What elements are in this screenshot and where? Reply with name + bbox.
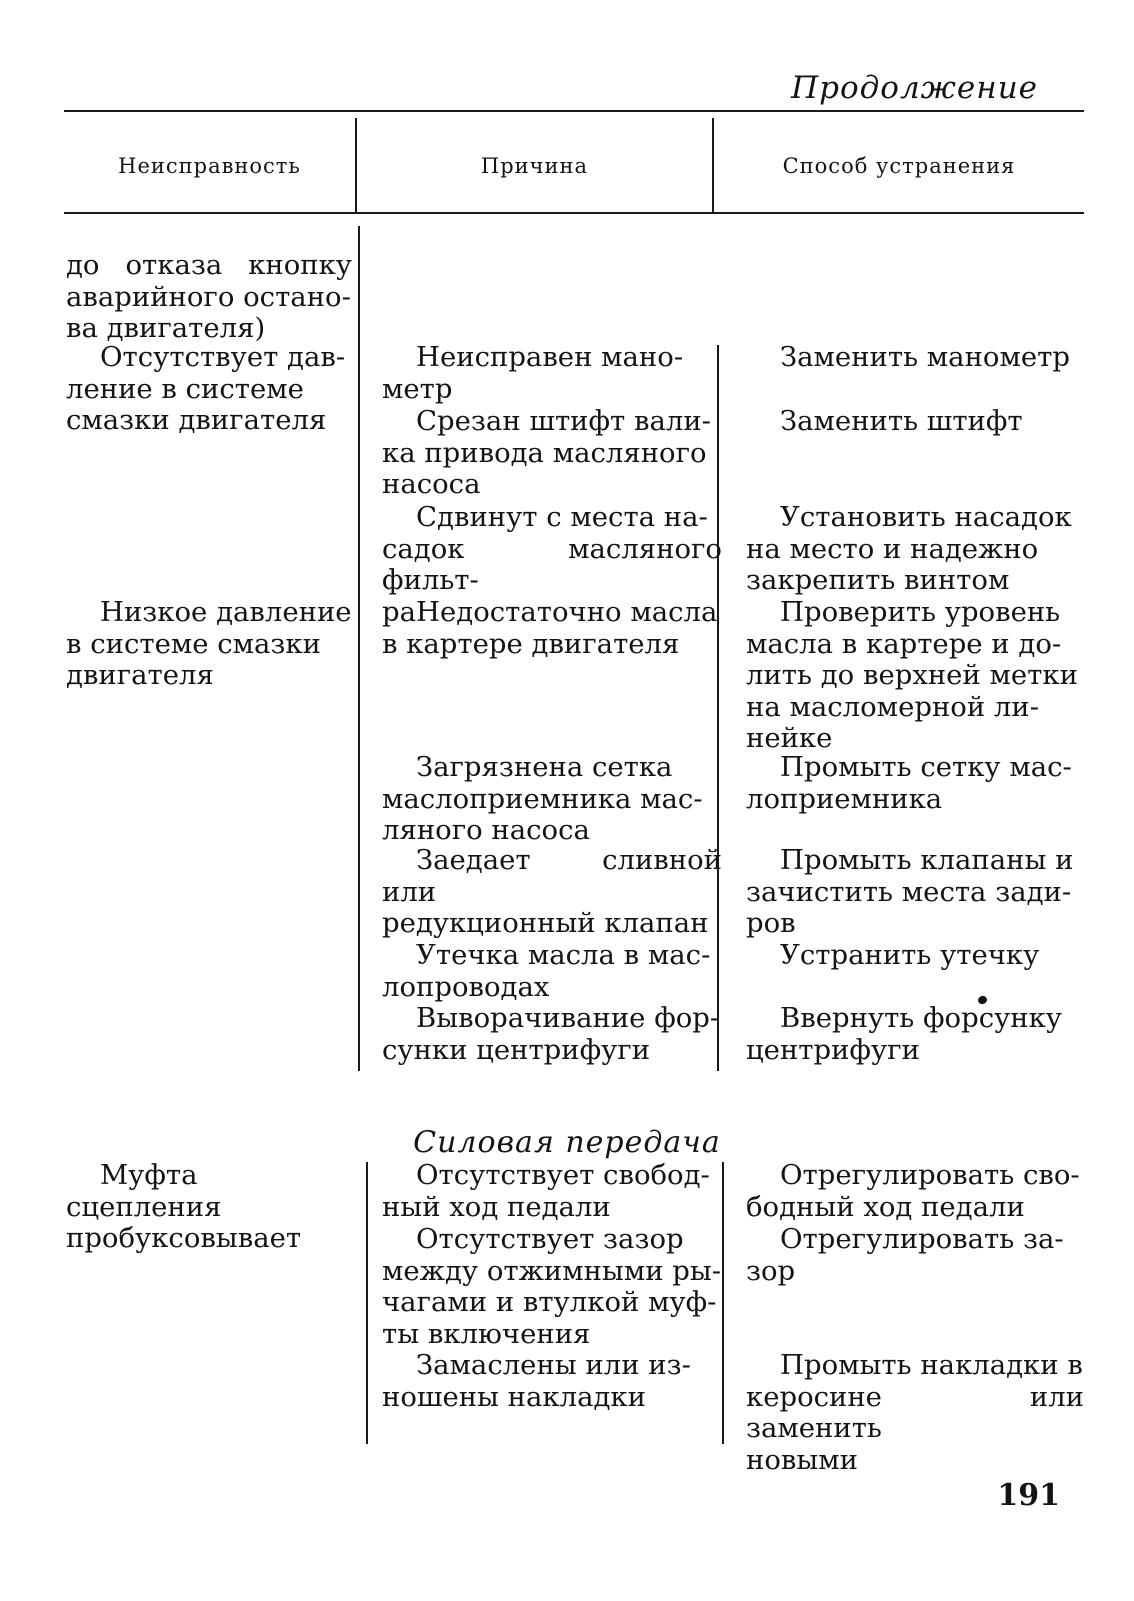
remedy-cell: Устранить утечку	[780, 939, 1040, 971]
remedy-cell: Заменить штифт	[780, 405, 1023, 437]
fault-cell: Муфта сцепления пробуксовывает	[66, 1159, 302, 1254]
fault-cell: Низкое давление в системе смазки двигателя	[66, 596, 352, 691]
cause-cell: Заедает сливной или редукционный клапан	[382, 844, 722, 939]
remedy-cell: Отрегулировать за- зор	[746, 1223, 1064, 1287]
remedy-cell: Промыть клапаны и зачистить места зади- ров	[746, 844, 1074, 939]
column-header-remedy: Способ устранения	[782, 154, 1016, 178]
cause-cell: Замаслены или из- ношены накладки	[382, 1349, 691, 1413]
cause-cell: Отсутствует свобод- ный ход педали	[382, 1159, 710, 1223]
cause-cell: Отсутствует зазор между отжимными ры- чагами и втулкой муф- ты включения	[382, 1223, 722, 1350]
remedy-cell: Проверить уровень масла в картере и до- лить до верхней метки на масломерной ли- нейке	[746, 596, 1078, 754]
fault-cell: Отсутствует дав- ление в системе смазки двигателя	[66, 341, 346, 436]
remedy-cell: Заменить манометр	[780, 341, 1070, 373]
page-number: 191	[997, 1478, 1060, 1513]
cause-cell: Выворачивание фор- сунки центрифуги	[382, 1002, 720, 1066]
fault-cell: до отказа кнопку аварийного остано- ва двигателя)	[66, 249, 352, 344]
cause-cell: Сдвинут с места на- садок масляного фильт- ра	[382, 501, 722, 628]
remedy-cell: Промыть накладки в керосине или заменить новыми	[746, 1349, 1084, 1476]
section-title: Силовая передача	[413, 1125, 721, 1160]
cause-cell: Утечка масла в мас- лопроводах	[382, 939, 711, 1003]
cause-cell: Неисправен мано- метр	[382, 341, 684, 405]
remedy-cell: Промыть сетку мас- лоприемника	[746, 751, 1072, 815]
continuation-label: Продолжение	[791, 70, 1038, 106]
body-divider-1	[358, 226, 360, 1071]
cause-cell: Срезан штифт вали- ка привода масляного насоса	[382, 405, 711, 500]
remedy-cell: Установить насадок на место и надежно закрепить винтом	[746, 501, 1072, 596]
cause-cell: Загрязнена сетка маслоприемника мас- ляного насоса	[382, 751, 703, 846]
body-divider-1	[366, 1162, 368, 1444]
remedy-cell: Ввернуть форсунку центрифуги	[746, 1002, 1062, 1066]
column-header-cause: Причина	[480, 154, 589, 178]
remedy-cell: Отрегулировать сво- бодный ход педали	[746, 1159, 1080, 1223]
column-header-fault: Неисправность	[118, 154, 301, 178]
cause-cell: Недостаточно масла в картере двигателя	[382, 596, 718, 660]
body-divider-2	[722, 1162, 724, 1444]
